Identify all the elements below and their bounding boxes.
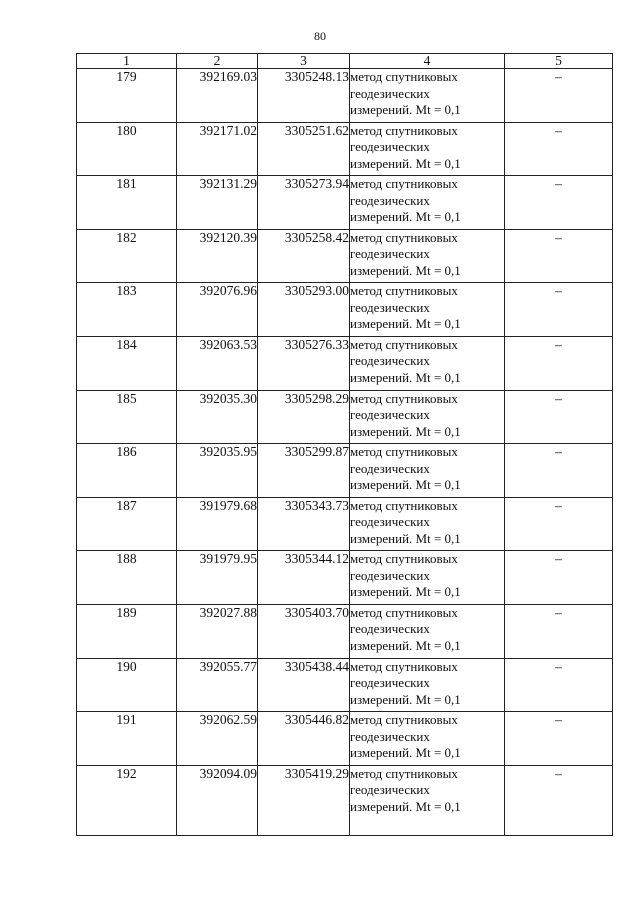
table-row	[77, 658, 613, 712]
method-line: измерений. Mt = 0,1	[350, 102, 461, 117]
point-number: 191	[77, 712, 177, 766]
method-line: измерений. Mt = 0,1	[350, 316, 461, 332]
y-coordinate: 3305298.29	[258, 390, 350, 444]
y-coordinate: 3305344.12	[258, 551, 350, 605]
x-coordinate: 392035.95	[177, 444, 258, 498]
x-coordinate: 392171.02	[177, 122, 258, 176]
method-line: геодезических	[350, 514, 430, 530]
method-line: геодезических	[350, 782, 430, 798]
point-number: 190	[77, 658, 177, 712]
header-col-1: 1	[77, 54, 177, 69]
note-cell: –	[505, 122, 613, 176]
coordinates-table	[76, 53, 613, 836]
method-line: измерений. Mt = 0,1	[350, 745, 461, 761]
table-row	[77, 176, 613, 230]
method-line: измерений. Mt = 0,1	[350, 155, 461, 171]
note-cell: –	[505, 336, 613, 390]
method-description	[350, 122, 505, 176]
y-coordinate: 3305343.73	[258, 497, 350, 551]
point-number: 181	[77, 176, 177, 230]
method-line: метод спутниковых	[350, 122, 458, 138]
method-line: метод спутниковых	[350, 444, 458, 460]
header-col-5: 5	[505, 54, 613, 69]
point-number: 186	[77, 444, 177, 498]
x-coordinate: 392169.03	[177, 69, 258, 123]
note-cell: –	[505, 551, 613, 605]
note-cell: –	[505, 176, 613, 230]
method-description	[350, 229, 505, 283]
header-row	[77, 54, 613, 69]
y-coordinate: 3305299.87	[258, 444, 350, 498]
method-line: метод спутниковых	[350, 176, 458, 192]
y-coordinate: 3305403.70	[258, 604, 350, 658]
x-coordinate: 392035.30	[177, 390, 258, 444]
method-description	[350, 390, 505, 444]
point-number: 180	[77, 122, 177, 176]
method-description	[350, 176, 505, 230]
method-line: измерений. Mt = 0,1	[350, 530, 461, 546]
x-coordinate: 392094.09	[177, 765, 258, 835]
note-cell: –	[505, 497, 613, 551]
method-line: метод спутниковых	[350, 765, 458, 781]
method-line: геодезических	[350, 728, 430, 744]
y-coordinate: 3305419.29	[258, 765, 350, 835]
method-line: метод спутниковых	[350, 229, 458, 245]
method-description	[350, 604, 505, 658]
method-line: геодезических	[350, 460, 430, 476]
table-row	[77, 122, 613, 176]
x-coordinate: 391979.95	[177, 551, 258, 605]
method-line: метод спутниковых	[350, 283, 458, 299]
table-row	[77, 712, 613, 766]
point-number: 184	[77, 336, 177, 390]
note-cell: –	[505, 765, 613, 835]
method-line: геодезических	[350, 353, 430, 369]
page-number: 80	[314, 29, 326, 43]
y-coordinate: 3305446.82	[258, 712, 350, 766]
method-description	[350, 497, 505, 551]
table-header	[77, 54, 613, 69]
method-line: метод спутниковых	[350, 390, 458, 406]
note-cell: –	[505, 444, 613, 498]
note-cell: –	[505, 712, 613, 766]
method-line: геодезических	[350, 246, 430, 262]
table-row	[77, 765, 613, 835]
x-coordinate: 392055.77	[177, 658, 258, 712]
y-coordinate: 3305293.00	[258, 283, 350, 337]
x-coordinate: 392120.39	[177, 229, 258, 283]
y-coordinate: 3305276.33	[258, 336, 350, 390]
note-cell: –	[505, 390, 613, 444]
method-line: измерений. Mt = 0,1	[350, 477, 461, 493]
y-coordinate: 3305438.44	[258, 658, 350, 712]
method-line: метод спутниковых	[350, 551, 458, 567]
table-row	[77, 551, 613, 605]
note-cell: –	[505, 604, 613, 658]
method-line: измерений. Mt = 0,1	[350, 637, 461, 653]
table-row	[77, 390, 613, 444]
header-col-4: 4	[350, 54, 505, 69]
method-description	[350, 283, 505, 337]
method-description	[350, 765, 505, 835]
method-line: измерений. Mt = 0,1	[350, 262, 461, 278]
table-row	[77, 229, 613, 283]
method-line: измерений. Mt = 0,1	[350, 798, 461, 814]
table-row	[77, 497, 613, 551]
method-description	[350, 658, 505, 712]
point-number: 183	[77, 283, 177, 337]
method-line: геодезических	[350, 675, 430, 691]
x-coordinate: 391979.68	[177, 497, 258, 551]
note-cell: –	[505, 229, 613, 283]
method-line: метод спутниковых	[350, 336, 458, 352]
point-number: 185	[77, 390, 177, 444]
x-coordinate: 392076.96	[177, 283, 258, 337]
point-number: 189	[77, 604, 177, 658]
method-description	[350, 712, 505, 766]
x-coordinate: 392063.53	[177, 336, 258, 390]
x-coordinate: 392131.29	[177, 176, 258, 230]
header-col-2: 2	[177, 54, 258, 69]
method-line: измерений. Mt = 0,1	[350, 209, 461, 225]
method-line: метод спутниковых	[350, 712, 458, 728]
y-coordinate: 3305258.42	[258, 229, 350, 283]
method-line: измерений. Mt = 0,1	[350, 691, 461, 707]
note-cell: –	[505, 69, 613, 123]
method-description	[350, 444, 505, 498]
point-number: 179	[77, 69, 177, 123]
method-line: метод спутниковых	[350, 69, 458, 84]
table-body	[77, 69, 613, 836]
note-cell: –	[505, 658, 613, 712]
method-line: геодезических	[350, 85, 430, 101]
y-coordinate: 3305273.94	[258, 176, 350, 230]
method-description	[350, 551, 505, 605]
table-row	[77, 336, 613, 390]
method-description	[350, 69, 505, 123]
method-line: геодезических	[350, 621, 430, 637]
table-row	[77, 283, 613, 337]
table-row	[77, 69, 613, 123]
method-line: измерений. Mt = 0,1	[350, 423, 461, 439]
table-row	[77, 444, 613, 498]
y-coordinate: 3305248.13	[258, 69, 350, 123]
method-line: геодезических	[350, 139, 430, 155]
method-line: геодезических	[350, 299, 430, 315]
x-coordinate: 392027.88	[177, 604, 258, 658]
point-number: 182	[77, 229, 177, 283]
point-number: 188	[77, 551, 177, 605]
method-line: метод спутниковых	[350, 497, 458, 513]
method-line: метод спутниковых	[350, 604, 458, 620]
point-number: 187	[77, 497, 177, 551]
y-coordinate: 3305251.62	[258, 122, 350, 176]
method-line: геодезических	[350, 407, 430, 423]
method-description	[350, 336, 505, 390]
note-cell: –	[505, 283, 613, 337]
method-line: геодезических	[350, 192, 430, 208]
table-row	[77, 604, 613, 658]
header-col-3: 3	[258, 54, 350, 69]
point-number: 192	[77, 765, 177, 835]
method-line: измерений. Mt = 0,1	[350, 369, 461, 385]
x-coordinate: 392062.59	[177, 712, 258, 766]
method-line: метод спутниковых	[350, 658, 458, 674]
method-line: геодезических	[350, 567, 430, 583]
method-line: измерений. Mt = 0,1	[350, 584, 461, 600]
